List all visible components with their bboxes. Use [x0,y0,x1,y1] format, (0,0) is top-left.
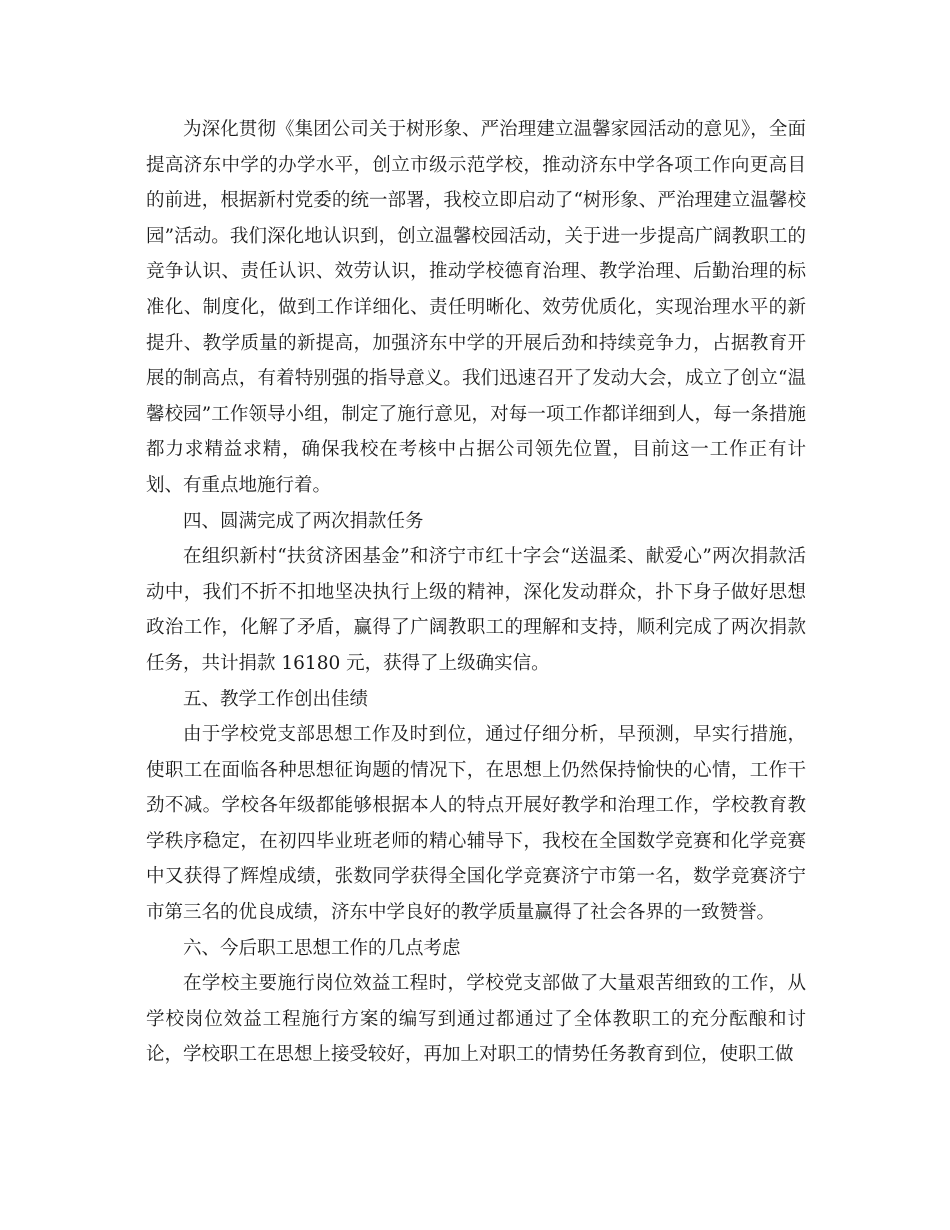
body-paragraph: 在组织新村“扶贫济困基金”和济宁市红十字会“送温柔、献爱心”两次捐款活动中，我们不折不扣地坚决执行上级的精神，深化发动群众，扑下身子做好思想政治工作，化解了矛盾，赢得了广阔教职工的理解和支持，顺利完成了两次捐款任务，共计捐款 16180 元，获得了上级确实信。 [146,546,806,674]
section-heading: 六、今后职工思想工作的几点考虑 [183,937,461,959]
section-heading: 五、教学工作创出佳绩 [183,688,369,710]
body-paragraph: 为深化贯彻《集团公司关于树形象、严治理建立温馨家园活动的意见》，全面提高济东中学的办学水平，创立市级示范学校，推动济东中学各项工作向更高目的前进，根据新村党委的统一部署，我校立即启动了“树形象、严治理建立温馨校园”活动。我们深化地认识到，创立温馨校园活动，关于进一步提高广阔教职工的竞争认识、责任认识、效劳认识，推动学校德育治理、教学治理、后勤治理的标准化、制度化，做到工作详细化、责任明晰化、效劳优质化，实现治理水平的新提升、教学质量的新提高，加强济东中学的开展后劲和持续竞争力，占据教育开展的制高点，有着特别强的指导意义。我们迅速召开了发动大会，成立了创立“温馨校园”工作领导小组，制定了施行意见，对每一项工作都详细到人，每一条措施都力求精益求精，确保我校在考核中占据公司领先位置，目前这一工作正有计划、有重点地施行着。 [146,119,806,496]
section-heading: 四、圆满完成了两次捐款任务 [183,510,424,532]
body-paragraph: 由于学校党支部思想工作及时到位，通过仔细分析，早预测，早实行措施，使职工在面临各种思想征询题的情况下，在思想上仍然保持愉快的心情，工作干劲不减。学校各年级都能够根据本人的特点开展好教学和治理工作，学校教育教学秩序稳定，在初四毕业班老师的精心辅导下，我校在全国数学竞赛和化学竞赛中又获得了辉煌成绩，张数同学获得全国化学竞赛济宁市第一名，数学竞赛济宁市第三名的优良成绩，济东中学良好的教学质量赢得了社会各界的一致赞誉。 [146,724,806,924]
document-body [146,112,806,1073]
body-paragraph: 在学校主要施行岗位效益工程时，学校党支部做了大量艰苦细致的工作，从学校岗位效益工程施行方案的编写到通过都通过了全体教职工的充分酝酿和讨论，学校职工在思想上接受较好，再加上对职工的情势任务教育到位，使职工做 [146,973,806,1066]
